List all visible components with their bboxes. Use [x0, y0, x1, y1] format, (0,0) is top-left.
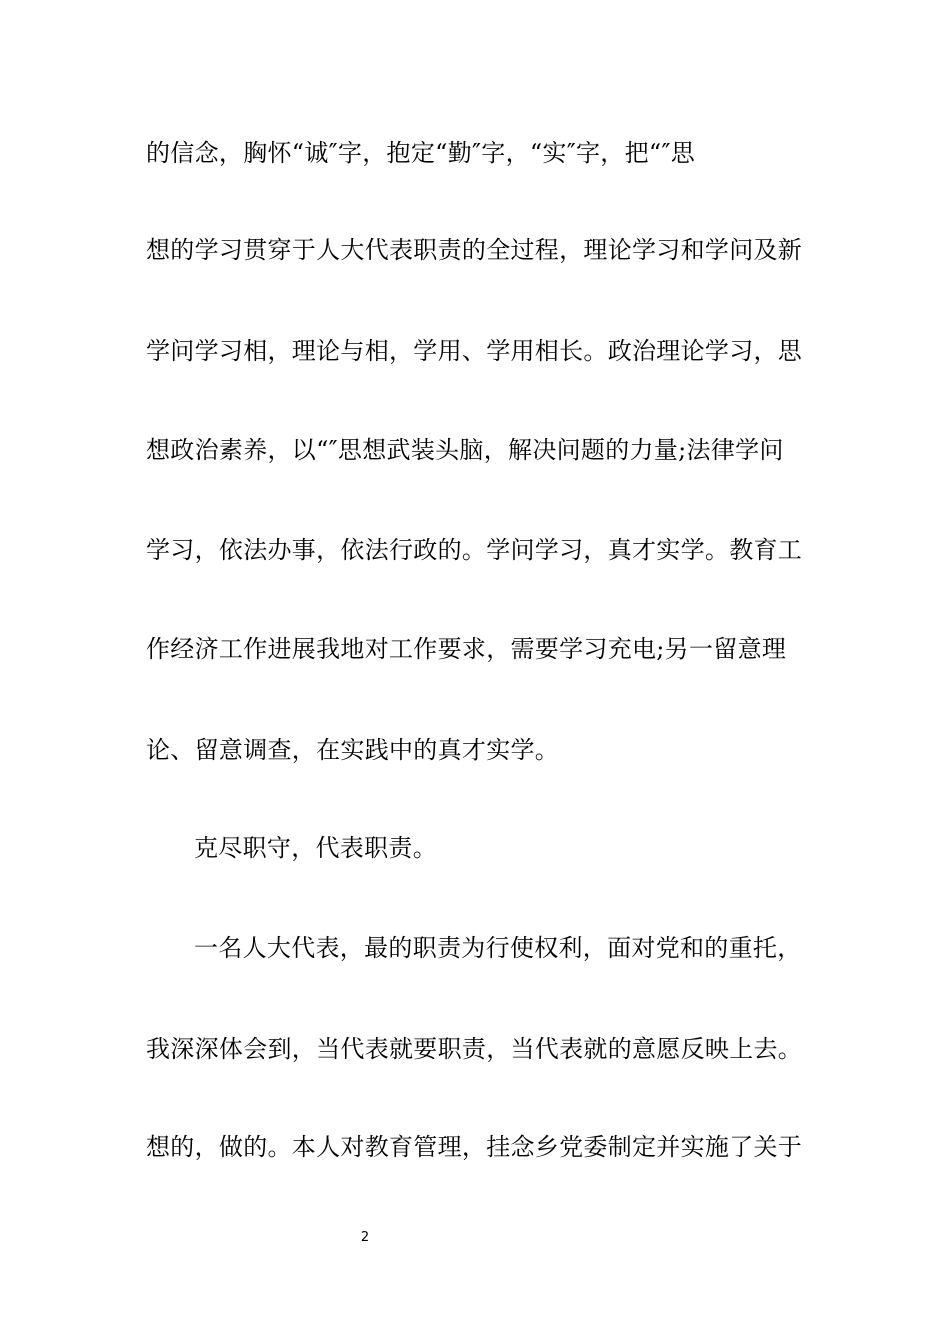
page-number: 2 — [360, 1230, 370, 1245]
text-line-7: 论、留意调查，在实践中的真才实学。 — [146, 736, 560, 764]
text-line-6: 作经济工作进展我地对工作要求，需要学习充电;另一留意理 — [146, 635, 787, 663]
text-line-1: 的信念，胸怀“诚″字，抱定“勤″字，“实″字，把“″思 — [146, 139, 696, 167]
text-line-2: 想的学习贯穿于人大代表职责的全过程，理论学习和学问及新 — [146, 236, 803, 264]
text-line-9: 一名人大代表，最的职责为行使权利，面对党和的重托， — [194, 934, 802, 962]
text-line-4: 想政治素养，以“″思想武装头脑，解决问题的力量;法律学问 — [146, 436, 784, 464]
text-line-10: 我深深体会到，当代表就要职责，当代表就的意愿反映上去。 — [146, 1035, 803, 1063]
text-line-11: 想的，做的。本人对教育管理，挂念乡党委制定并实施了关于 — [146, 1133, 803, 1161]
section-heading: 克尽职守，代表职责。 — [194, 834, 437, 862]
text-line-5: 学习，依法办事，依法行政的。学问学习，真才实学。教育工 — [146, 536, 803, 564]
text-line-3: 学问学习相，理论与相，学用、学用相长。政治理论学习，思 — [146, 337, 803, 365]
